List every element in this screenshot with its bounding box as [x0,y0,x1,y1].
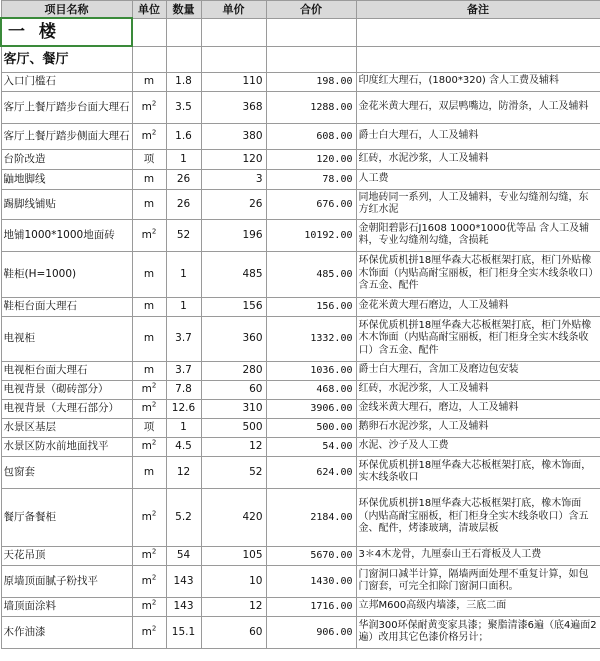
note-cell[interactable]: 环保优质机拼18厘华森大芯板框架打底，橡木饰面（内贴高耐宝丽板，柜门柜身全实木线条收口）含五金、配件，烤漆玻璃，清玻层板 [356,488,600,546]
table-row [1,597,600,616]
unit-cell[interactable]: $m^2$ [132,565,166,597]
item-name-cell[interactable]: 鞋柜台面大理石 [1,297,132,316]
unit-price-cell[interactable]: 110 [201,72,266,91]
unit-price-cell[interactable]: 120 [201,149,266,169]
unit-price-cell[interactable]: 156 [201,297,266,316]
quantity-cell[interactable]: 1 [166,251,201,297]
quantity-cell[interactable]: 26 [166,169,201,189]
unit-cell[interactable]: $m^2$ [132,399,166,418]
unit-price-cell[interactable]: 368 [201,91,266,123]
unit-superscript: 2 [151,381,157,390]
unit-cell[interactable]: $m^2$ [132,597,166,616]
note-cell[interactable]: 红砖，水泥沙浆，人工及辅料 [356,149,600,169]
unit-superscript: 2 [151,227,157,235]
note-cell[interactable]: 红砖，水泥沙浆，人工及辅料 [356,380,600,399]
table-row [1,169,600,189]
empty-cell[interactable] [166,46,201,72]
empty-cell[interactable] [201,46,266,72]
unit-superscript: 2 [151,128,157,136]
unit-cell[interactable]: $m^2$ [132,616,166,648]
total-price-cell[interactable]: 120.00 [266,149,356,169]
note-cell[interactable]: 爵士白大理石，人工及辅料 [356,123,600,149]
table-row [1,565,600,597]
unit-cell[interactable]: m [132,456,166,488]
quantity-cell[interactable]: 4.5 [166,437,201,456]
note-cell[interactable]: 3＊4木龙骨，九厘泰山王石膏板及人工费 [356,546,600,565]
item-name-cell[interactable]: 客厅上餐厅踏步侧面大理石 [1,123,132,149]
note-cell[interactable]: 门窗洞口减半计算，隔墙两面处理不重复计算，如包门窗套，可完全扣除门窗洞口面积。 [356,565,600,597]
quantity-cell[interactable]: 143 [166,597,201,616]
quantity-cell[interactable]: 12 [166,456,201,488]
total-price-cell[interactable]: 1430.00 [266,565,356,597]
table-row [1,361,600,380]
unit-price-cell[interactable]: 280 [201,361,266,380]
unit-price-cell[interactable]: 380 [201,123,266,149]
quantity-cell[interactable]: 1 [166,297,201,316]
note-cell[interactable]: 金花米黄大理石，双层鸭嘴边，防滑条，人工及辅料 [356,91,600,123]
table-row [1,219,600,251]
total-price-cell[interactable]: 468.00 [266,380,356,399]
item-name-cell[interactable]: 包窗套 [1,456,132,488]
unit-cell[interactable]: $m^2$ [132,437,166,456]
table-row [1,72,600,91]
note-cell[interactable]: 立邦M600高级内墙漆，三底二面 [356,597,600,616]
note-cell[interactable]: 金线米黄大理石，磨边，人工及辅料 [356,399,600,418]
unit-price-cell[interactable]: 196 [201,219,266,251]
item-name-cell[interactable]: 原墙顶面腻子粉找平 [1,565,132,597]
total-price-cell[interactable]: 54.00 [266,437,356,456]
item-name-cell[interactable]: 天花吊顶 [1,546,132,565]
table-row [1,149,600,169]
total-price-cell[interactable]: 1716.00 [266,597,356,616]
unit-price-cell[interactable]: 10 [201,565,266,597]
unit-cell[interactable]: $m^2$ [132,123,166,149]
unit-price-cell[interactable]: 12 [201,437,266,456]
quantity-cell[interactable]: 1.8 [166,72,201,91]
item-name-cell[interactable]: 水景区防水前地面找平 [1,437,132,456]
note-cell[interactable]: 金花米黄大理石磨边，人工及辅料 [356,297,600,316]
unit-cell[interactable]: $m^2$ [132,380,166,399]
table-row [1,123,600,149]
header-qty: 数量 [166,1,201,19]
item-name-cell[interactable]: 电视柜 [1,316,132,361]
total-price-cell[interactable]: 608.00 [266,123,356,149]
quantity-cell[interactable]: 3.5 [166,91,201,123]
section-title-cell[interactable]: 客厅、餐厅 [1,46,132,72]
quantity-cell[interactable]: 54 [166,546,201,565]
total-price-cell[interactable]: 676.00 [266,189,356,219]
item-name-cell[interactable]: 电视背景（砌砖部分） [1,380,132,399]
quantity-cell[interactable]: 143 [166,565,201,597]
unit-price-cell[interactable]: 485 [201,251,266,297]
unit-cell[interactable]: 项 [132,418,166,437]
unit-cell[interactable]: $m^2$ [132,546,166,565]
unit-price-cell[interactable]: 360 [201,316,266,361]
item-name-cell[interactable]: 电视背景（大理石部分） [1,399,132,418]
item-name-cell[interactable]: 台阶改造 [1,149,132,169]
unit-cell[interactable]: m [132,251,166,297]
table-row [1,91,600,123]
note-cell[interactable]: 金朝阳碧影石J1608 1000*1000优等品 含人工及辅料，专业勾缝剂勾缝，含损耗 [356,219,600,251]
floor-title-cell[interactable]: 一 楼 [1,18,132,46]
unit-price-cell[interactable]: 60 [201,380,266,399]
unit-price-cell[interactable]: 12 [201,597,266,616]
total-price-cell[interactable]: 1332.00 [266,316,356,361]
total-price-cell[interactable]: 1036.00 [266,361,356,380]
unit-price-cell[interactable]: 420 [201,488,266,546]
note-cell[interactable]: 印度红大理石，(1800*320) 含人工费及辅料 [356,72,600,91]
header-unit: 单位 [132,1,166,19]
unit-price-cell[interactable]: 3 [201,169,266,189]
table-row [1,316,600,361]
note-cell[interactable]: 人工费 [356,169,600,189]
unit-superscript: 2 [151,438,157,447]
total-price-cell[interactable]: 906.00 [266,616,356,648]
quantity-cell[interactable]: 5.2 [166,488,201,546]
table-row [1,456,600,488]
note-cell[interactable]: 水泥、沙子及人工费 [356,437,600,456]
unit-cell[interactable]: $m^2$ [132,488,166,546]
quantity-cell[interactable]: 26 [166,189,201,219]
note-cell[interactable]: 环保优质机拼18厘华森大芯板框架打底，柜门外贴橡木木饰面（内贴高耐宝丽板，柜门柜身全实木线条收口）含五金、配件 [356,316,600,361]
total-price-cell[interactable]: 198.00 [266,72,356,91]
unit-price-cell[interactable]: 52 [201,456,266,488]
total-price-cell[interactable]: 5670.00 [266,546,356,565]
unit-cell[interactable]: m [132,297,166,316]
total-price-cell[interactable]: 78.00 [266,169,356,189]
total-price-cell[interactable]: 1288.00 [266,91,356,123]
unit-price-cell[interactable]: 500 [201,418,266,437]
item-name-cell[interactable]: 鼬地脚线 [1,169,132,189]
note-cell[interactable]: 华润300环保耐黄变家具漆；聚脂清漆6遍（底4遍面2遍）改用其它色漆价格另计； [356,616,600,648]
header-name: 项目名称 [1,1,132,19]
quantity-cell[interactable]: 3.7 [166,361,201,380]
floor-row [1,18,600,46]
table-row [1,380,600,399]
unit-superscript: 2 [151,99,157,107]
unit-price-cell[interactable]: 105 [201,546,266,565]
header-note: 备注 [356,1,600,19]
table-row [1,616,600,648]
quantity-cell[interactable]: 52 [166,219,201,251]
item-name-cell[interactable]: 墙顶面涂料 [1,597,132,616]
unit-cell[interactable]: m [132,169,166,189]
item-name-cell[interactable]: 电视柜台面大理石 [1,361,132,380]
unit-superscript: 2 [151,509,157,517]
total-price-cell[interactable]: 485.00 [266,251,356,297]
unit-cell[interactable]: m [132,72,166,91]
empty-cell[interactable] [201,18,266,46]
unit-cell[interactable]: $m^2$ [132,219,166,251]
empty-cell[interactable] [356,18,600,46]
empty-cell[interactable] [132,18,166,46]
total-price-cell[interactable]: 10192.00 [266,219,356,251]
unit-cell[interactable]: $m^2$ [132,91,166,123]
note-cell[interactable]: 环保优质机拼18厘华森大芯板框架打底，柜门外贴橡木饰面（内贴高耐宝丽板，柜门柜身全实木线条收口）含五金、配件 [356,251,600,297]
unit-cell[interactable]: 项 [132,149,166,169]
quantity-cell[interactable]: 7.8 [166,380,201,399]
table-row [1,437,600,456]
total-price-cell[interactable]: 624.00 [266,456,356,488]
item-name-cell[interactable]: 鞋柜(H=1000) [1,251,132,297]
note-cell[interactable]: 爵士白大理石，含加工及磨边包安装 [356,361,600,380]
unit-superscript: 2 [151,598,157,607]
empty-cell[interactable] [266,46,356,72]
table-row [1,189,600,219]
empty-cell[interactable] [166,18,201,46]
unit-price-cell[interactable]: 26 [201,189,266,219]
header-row [1,1,600,19]
quantity-cell[interactable]: 15.1 [166,616,201,648]
note-cell[interactable]: 环保优质机拼18厘华森大芯板框架打底，橡木饰面，实木线条收口 [356,456,600,488]
table-row [1,251,600,297]
item-name-cell[interactable]: 水景区基层 [1,418,132,437]
item-name-cell[interactable]: 餐厅备餐柜 [1,488,132,546]
header-total: 合价 [266,1,356,19]
total-price-cell[interactable]: 3906.00 [266,399,356,418]
unit-cell[interactable]: m [132,189,166,219]
unit-cell[interactable]: m [132,316,166,361]
empty-cell[interactable] [356,46,600,72]
quantity-cell[interactable]: 1 [166,149,201,169]
table-row [1,399,600,418]
total-price-cell[interactable]: 156.00 [266,297,356,316]
quantity-cell[interactable]: 1 [166,418,201,437]
unit-cell[interactable]: m [132,361,166,380]
unit-superscript: 2 [151,400,157,409]
item-name-cell[interactable]: 入口门槛石 [1,72,132,91]
quantity-cell[interactable]: 3.7 [166,316,201,361]
table-row [1,546,600,565]
empty-cell[interactable] [266,18,356,46]
unit-superscript: 2 [151,547,157,556]
total-price-cell[interactable]: 500.00 [266,418,356,437]
unit-superscript: 2 [151,573,157,581]
unit-price-cell[interactable]: 310 [201,399,266,418]
total-price-cell[interactable]: 2184.00 [266,488,356,546]
note-cell[interactable]: 鹅卵石水泥沙浆，人工及辅料 [356,418,600,437]
item-name-cell[interactable]: 客厅上餐厅踏步台面大理石 [1,91,132,123]
item-name-cell[interactable]: 木作油漆 [1,616,132,648]
quantity-cell[interactable]: 1.6 [166,123,201,149]
unit-superscript: 2 [151,624,157,632]
unit-price-cell[interactable]: 60 [201,616,266,648]
note-cell[interactable]: 同地砖同一系列，人工及辅料，专业勾缝剂勾缝，东方红水泥 [356,189,600,219]
table-row [1,297,600,316]
empty-cell[interactable] [132,46,166,72]
header-price: 单价 [201,1,266,19]
item-name-cell[interactable]: 地铺1000*1000地面砖 [1,219,132,251]
table-row [1,418,600,437]
quantity-cell[interactable]: 12.6 [166,399,201,418]
table-row [1,488,600,546]
item-name-cell[interactable]: 踢脚线铺贴 [1,189,132,219]
section-row [1,46,600,72]
